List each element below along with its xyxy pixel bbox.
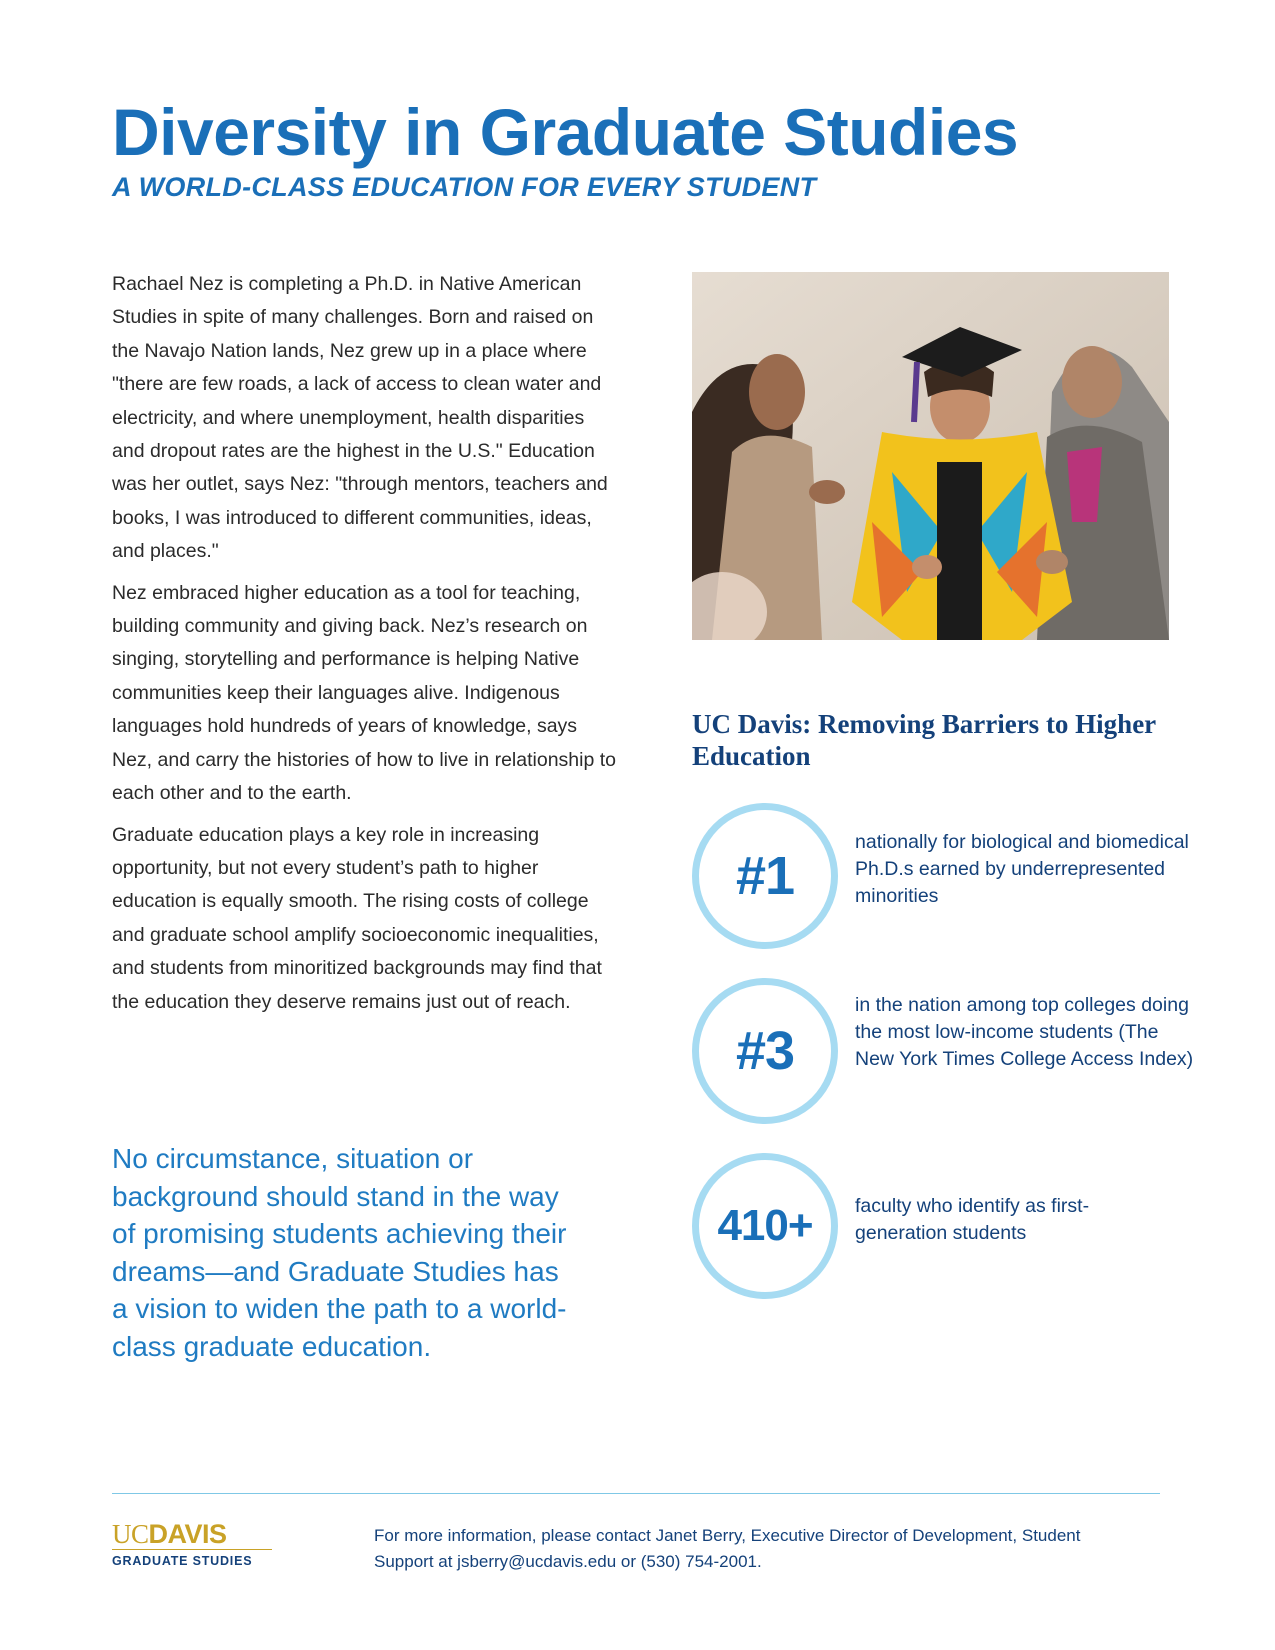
stat-item — [692, 803, 1212, 953]
logo-davis: DAVIS — [148, 1519, 227, 1549]
logo-uc: UC — [112, 1519, 149, 1549]
logo-subtitle: GRADUATE STUDIES — [112, 1554, 253, 1568]
pull-quote: No circumstance, situation or background should stand in the way of promising students achieving their dreams—and Graduate Studies has a vision to widen the path to a world-class graduate education. — [112, 1143, 567, 1362]
stat-value: 410+ — [692, 1153, 838, 1299]
contact-info: For more information, please contact Janet Berry, Executive Director of Development, Student Support at jsberry@ucdavis.edu or (530) 754-2001. — [374, 1526, 1081, 1571]
stat-description: nationally for biological and biomedical Ph.D.s earned by underrepresented minorities — [855, 831, 1189, 907]
stats-heading: UC Davis: Removing Barriers to Higher Education — [692, 709, 1156, 771]
stat-description: faculty who identify as first-generation students — [855, 1195, 1090, 1244]
stat-value: #3 — [692, 978, 838, 1124]
paragraph: Graduate education plays a key role in increasing opportunity, but not every student’s path to higher education is equally smooth. The rising costs of college and graduate school amplify socioeconomic inequalities, and students from minoritized backgrounds may find that the education they deserve remains just out of reach. — [112, 823, 602, 1013]
page-title: Diversity in Graduate Studies — [112, 95, 1019, 169]
paragraph: Rachael Nez is completing a Ph.D. in Native American Studies in spite of many challenges. Born and raised on the Navajo Nation lands, Nez grew up in a place where "there are few roads, a lack of access to clean water and electricity, and where unemployment, health disparities and dropout rates are the highest in the U.S." Education was her outlet, says Nez: "through mentors, teachers and books, I was introduced to different communities, ideas, and places." — [112, 273, 608, 563]
stat-item — [692, 1153, 1212, 1303]
ucdavis-logo — [112, 1520, 282, 1570]
footer-divider — [112, 1493, 1160, 1494]
stat-item — [692, 978, 1212, 1128]
stat-value: #1 — [692, 803, 838, 949]
graduation-photo — [692, 272, 1169, 640]
page-subtitle: A WORLD-CLASS EDUCATION FOR EVERY STUDENT — [112, 172, 817, 202]
stat-description: in the nation among top colleges doing the most low-income students (The New York Times College Access Index) — [855, 994, 1194, 1070]
paragraph: Nez embraced higher education as a tool for teaching, building community and giving back. Nez’s research on singing, storytelling and performance is helping Native communities keep their languages alive. Indigenous languages hold hundreds of years of knowledge, says Nez, and carry the histories of how to live in relationship to each other and to the earth. — [112, 581, 617, 805]
article-body — [112, 268, 617, 1027]
